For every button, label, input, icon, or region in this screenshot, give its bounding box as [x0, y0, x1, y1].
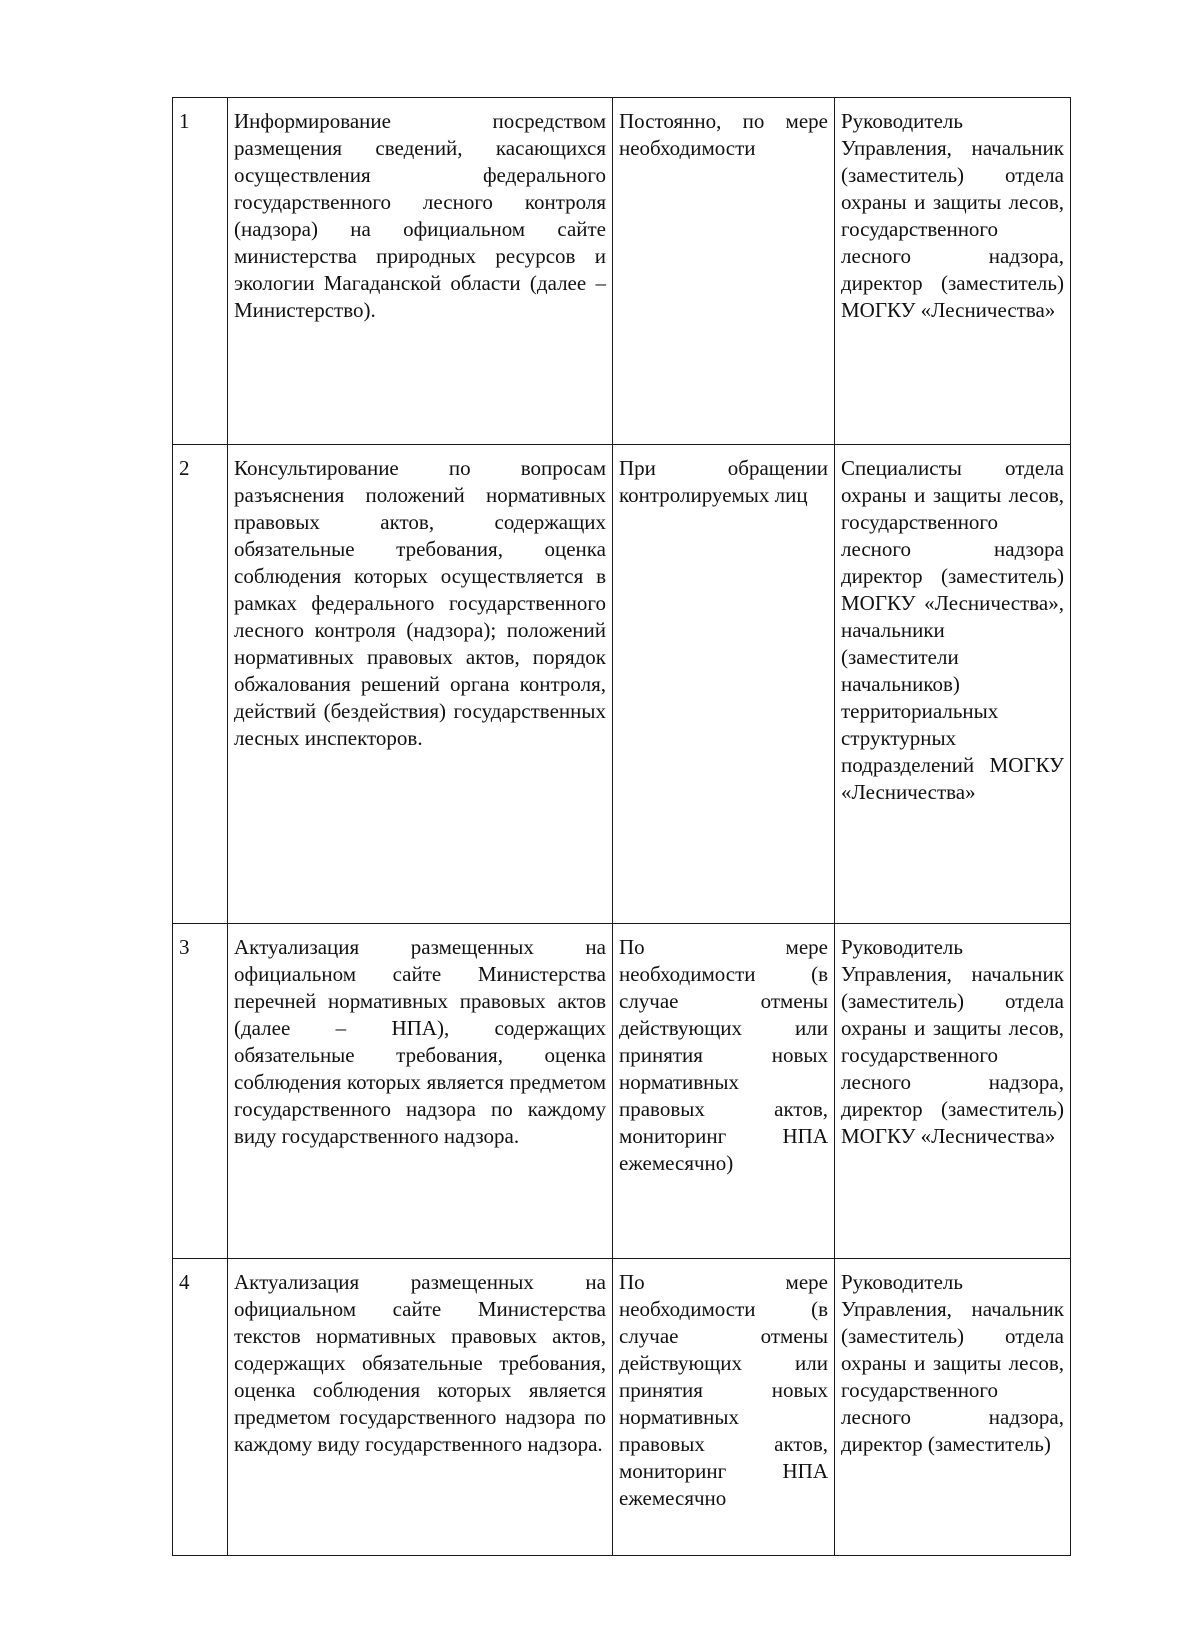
term-cell [613, 445, 835, 924]
action-cell [228, 924, 613, 1259]
row-number-text: 2 [179, 456, 190, 480]
row-number [173, 445, 228, 924]
row-number-text: 4 [179, 1270, 190, 1294]
table-row [173, 445, 1071, 924]
responsible-text: Специалисты отдела охраны и защиты лесов, государственного лесного надзора директор (заместитель) МОГКУ «Лесничества», начальники (заместители начальников) территориальных структурных подразделений МОГКУ «Лесничества» [841, 456, 1064, 804]
term-text: При обращении контролируемых лиц [619, 456, 828, 507]
responsible-cell [835, 445, 1071, 924]
action-cell [228, 1259, 613, 1556]
row-number-text: 3 [179, 935, 190, 959]
term-cell [613, 1259, 835, 1556]
table-row [173, 924, 1071, 1259]
term-cell [613, 98, 835, 445]
table-row [173, 98, 1071, 445]
term-text: Постоянно, по мере необходимости [619, 109, 828, 160]
action-text: Актуализация размещенных на официальном сайте Министерства перечней нормативных правовых актов (далее – НПА), содержащих обязательные требования, оценка соблюдения которых является предметом государственного надзора по каждому виду государственного надзора. [234, 935, 606, 1148]
action-text: Актуализация размещенных на официальном сайте Министерства текстов нормативных правовых актов, содержащих обязательные требования, оценка соблюдения которых является предметом государственного надзора по каждому виду государственного надзора. [234, 1270, 606, 1456]
row-number-text: 1 [179, 109, 190, 133]
responsible-cell [835, 98, 1071, 445]
action-cell [228, 98, 613, 445]
responsible-cell [835, 924, 1071, 1259]
term-text: По мере необходимости (в случае отмены действующих или принятия новых нормативных правовых актов, мониторинг НПА ежемесячно) [619, 935, 828, 1175]
row-number [173, 98, 228, 445]
action-text: Информирование посредством размещения сведений, касающихся осуществления федерального государственного лесного контроля (надзора) на официальном сайте министерства природных ресурсов и экологии Магаданской области (далее – Министерство). [234, 109, 606, 322]
table-row [173, 1259, 1071, 1556]
responsible-text: Руководитель Управления, начальник (заместитель) отдела охраны и защиты лесов, государственного лесного надзора, директор (заместитель) МОГКУ «Лесничества» [841, 109, 1064, 322]
term-cell [613, 924, 835, 1259]
responsible-text: Руководитель Управления, начальник (заместитель) отдела охраны и защиты лесов, государственного лесного надзора, директор (заместитель) [841, 1270, 1064, 1456]
measures-table [172, 97, 1071, 1556]
row-number [173, 924, 228, 1259]
responsible-cell [835, 1259, 1071, 1556]
row-number [173, 1259, 228, 1556]
responsible-text: Руководитель Управления, начальник (заместитель) отдела охраны и защиты лесов, государственного лесного надзора, директор (заместитель) МОГКУ «Лесничества» [841, 935, 1064, 1148]
action-cell [228, 445, 613, 924]
term-text: По мере необходимости (в случае отмены действующих или принятия новых нормативных правовых актов, мониторинг НПА ежемесячно [619, 1270, 828, 1510]
action-text: Консультирование по вопросам разъяснения положений нормативных правовых актов, содержащих обязательные требования, оценка соблюдения которых осуществляется в рамках федерального государственного лесного контроля (надзора); положений нормативных правовых актов, порядок обжалования решений органа контроля, действий (бездействия) государственных лесных инспекторов. [234, 456, 606, 750]
